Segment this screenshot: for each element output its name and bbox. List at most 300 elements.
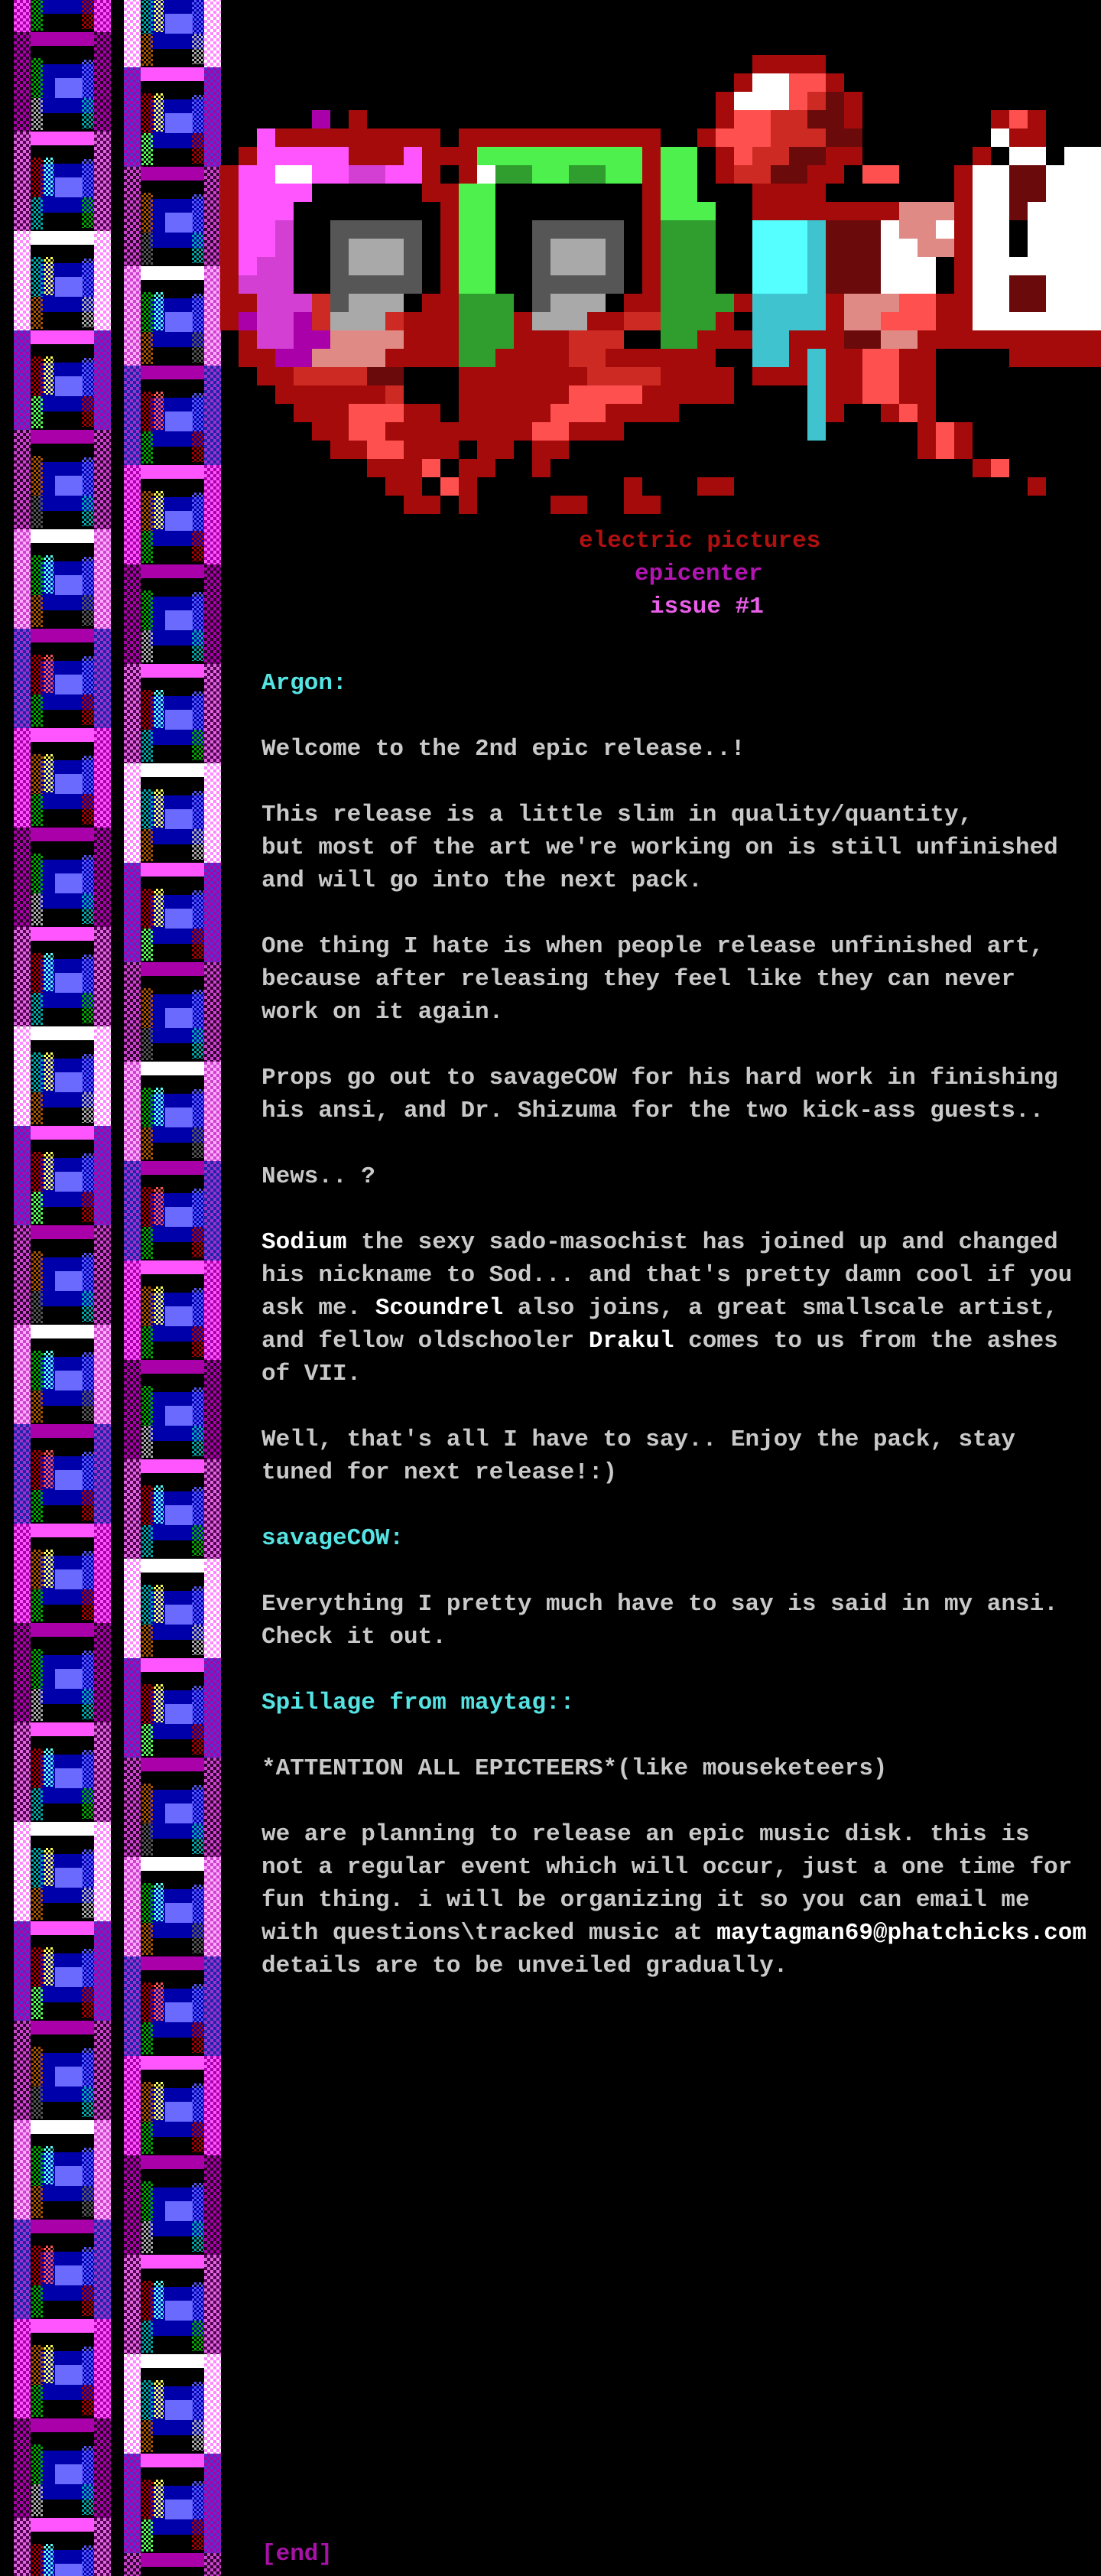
logo-pixel [642,257,661,275]
logo-pixel [514,128,532,147]
logo-pixel [679,385,697,404]
tile-border-left [14,1225,31,1325]
logo-pixel [771,349,789,367]
tile-dither-inner [154,1286,164,1325]
logo-pixel [477,294,495,312]
logo-pixel [862,312,881,330]
logo-pixel [1064,239,1083,257]
logo-pixel [514,385,532,404]
logo-pixel [550,312,569,330]
logo-pixel [275,330,294,349]
logo-pixel [973,184,991,202]
tile-blue-inner [165,1406,193,1426]
tile-dither-a [31,356,43,396]
logo-pixel [294,184,312,202]
text-line [261,1920,1101,1953]
sidebar-tile [124,366,221,465]
logo-pixel [495,349,514,367]
logo-pixel [330,220,349,239]
tile-dither-b [141,133,153,165]
logo-pixel [789,128,807,147]
sidebar-tile [124,863,221,962]
tile-dither-d [192,2122,204,2152]
logo-pixel [1046,312,1064,330]
tile-border-right [204,1260,221,1360]
logo-pixel [385,220,404,239]
logo-pixel [642,239,661,257]
logo-pixel [385,404,404,422]
logo-pixel [1028,294,1046,312]
logo-pixel [459,275,477,294]
logo-pixel [1028,477,1046,496]
tile-border-left [124,664,141,763]
logo-pixel [459,385,477,404]
logo-pixel [606,367,624,385]
tile-dither-inner [154,392,164,430]
logo-pixel [495,385,514,404]
logo-pixel [917,367,936,385]
logo-pixel [514,147,532,165]
text-line [261,1591,1101,1624]
tile-dither-b [141,2321,153,2353]
tile-dither-d [192,2221,204,2252]
logo-pixel [1009,165,1028,184]
logo-pixel [624,294,642,312]
tile-dither-a [141,690,153,730]
logo-pixel [789,147,807,165]
sidebar-tile [14,1225,111,1325]
tile-blue-inner [165,1207,193,1227]
logo-pixel [367,147,385,165]
tile-dither-a [141,1784,153,1823]
logo-pixel [807,202,826,220]
tile-dither-inner [154,2480,164,2518]
sidebar-tile [14,0,111,32]
tile-top-bar [141,962,204,976]
tile-dither-c [192,493,204,531]
logo-pixel [257,275,275,294]
tile-dither-a [141,1982,153,2022]
tile-blue-inner [165,1505,193,1525]
logo-pixel [606,330,624,349]
logo-pixel [532,441,550,459]
tile-dither-a [31,555,43,595]
logo-pixel [716,312,734,330]
sidebar-tile [124,2255,221,2354]
tile-dither-inner [44,953,54,991]
logo-pixel [275,349,294,367]
tile-dither-d [192,2321,204,2351]
logo-pixel [899,275,917,294]
logo-pixel [312,404,330,422]
tile-border-left [124,1658,141,1758]
logo-pixel [257,184,275,202]
logo-pixel [239,147,257,165]
logo-pixel [862,294,881,312]
logo-pixel [899,294,917,312]
logo-pixel [826,349,844,367]
logo-pixel [587,128,606,147]
logo-pixel [257,367,275,385]
logo-pixel [734,147,752,165]
tile-border-left [124,0,141,67]
tile-dither-b [141,1625,153,1657]
tile-border-left [124,1459,141,1559]
tile-dither-inner [154,93,164,132]
sidebar-tile [14,1524,111,1623]
logo-pixel [991,330,1009,349]
tile-blue-inner [165,2301,193,2321]
logo-pixel [1046,294,1064,312]
body-text: also joins, a great smallscale artist, [503,1295,1058,1322]
logo-pixel [532,330,550,349]
tile-dither-a [141,1286,153,1326]
logo-pixel [532,165,550,184]
logo-pixel [367,385,385,404]
logo-pixel [807,220,826,239]
tile-dither-inner [154,690,164,728]
logo-pixel [422,404,440,422]
logo-pixel [220,275,239,294]
logo-pixel [973,330,991,349]
logo-pixel [881,202,899,220]
logo-pixel [477,441,495,459]
logo-pixel [899,220,917,239]
logo-pixel [477,330,495,349]
logo-pixel [991,110,1009,128]
logo-pixel [1009,147,1028,165]
logo-pixel [440,147,459,165]
text-line [261,670,1101,703]
logo-pixel [404,404,422,422]
tile-dither-b [31,2086,43,2119]
logo-pixel [385,367,404,385]
tile-border-left [124,564,141,664]
logo-pixel [404,477,422,496]
logo-pixel [752,184,771,202]
text-line [261,1788,1101,1821]
tile-top-bar [141,564,204,578]
logo-pixel [587,404,606,422]
logo-pixel [422,330,440,349]
logo-pixel [1064,330,1083,349]
logo-pixel [550,165,569,184]
logo-pixel [862,220,881,239]
logo-pixel [459,147,477,165]
logo-pixel [385,349,404,367]
tile-border-left [124,167,141,266]
logo-pixel [257,147,275,165]
tile-dither-c [82,1452,94,1490]
logo-pixel [661,294,679,312]
tile-border-right [204,564,221,664]
text-line [261,1821,1101,1854]
text-line [261,1130,1101,1163]
sidebar-tile [14,1822,111,1921]
tile-border-left [124,2056,141,2155]
logo-pixel [881,404,899,422]
body-text: Welcome to the 2nd epic release..! [261,736,745,763]
tile-dither-c [192,791,204,829]
logo-pixel [1028,184,1046,202]
logo-pixel [844,128,862,147]
logo-pixel [1009,349,1028,367]
tile-dither-c [192,2183,204,2221]
tile-dither-b [31,2285,43,2317]
tile-border-right [94,32,111,132]
tile-border-left [14,1424,31,1524]
section-heading: Spillage from maytag:: [261,1690,575,1716]
logo-pixel [734,110,752,128]
tile-dither-d [82,2186,94,2217]
logo-pixel [330,239,349,257]
tile-blue-inner [55,1669,83,1689]
sidebar-tile [14,927,111,1026]
logo-pixel [330,367,349,385]
tile-dither-inner [154,889,164,927]
logo-pixel [954,330,973,349]
tile-dither-inner [154,1485,164,1524]
tile-dither-d [82,98,94,128]
tile-top-bar [141,1956,204,1970]
body-text: tuned for next release!:) [261,1459,618,1486]
logo-pixel [606,404,624,422]
tile-dither-a [141,93,153,133]
logo-pixel [1009,294,1028,312]
logo-pixel [844,294,862,312]
logo-pixel [275,220,294,239]
tile-border-left [124,2255,141,2354]
logo-pixel [936,220,954,239]
tile-dither-b [141,2022,153,2054]
body-text: work on it again. [261,999,504,1026]
tile-dither-b [141,1426,153,1458]
logo-pixel [220,202,239,220]
sidebar-tile [124,0,221,67]
tile-blue-inner [165,2500,193,2519]
tile-top-bar [31,728,94,742]
logo-pixel [1009,110,1028,128]
tile-dither-c [82,1054,94,1092]
tile-dither-d [192,929,204,959]
tile-blue-inner [165,2400,193,2420]
logo-pixel [459,422,477,441]
logo-pixel [936,422,954,441]
body-text: News.. ? [261,1163,375,1190]
logo-pixel [716,110,734,128]
tile-dither-inner [154,1187,164,1225]
logo-pixel [771,239,789,257]
logo-pixel [679,294,697,312]
logo-pixel [826,73,844,92]
body-text: not a regular event which will occur, just a one time for [261,1854,1073,1881]
logo-pixel [881,330,899,349]
tile-dither-b [31,1192,43,1224]
logo-pixel [330,422,349,441]
tile-top-bar [141,863,204,877]
tile-dither-inner [154,0,164,32]
logo-pixel [404,165,422,184]
body-text: of VII. [261,1361,362,1387]
logo-pixel [954,275,973,294]
logo-pixel [881,220,899,239]
highlight-name: Sodium [261,1229,347,1256]
logo-pixel [532,128,550,147]
logo-pixel [917,220,936,239]
sidebar-tile [124,1857,221,1956]
logo-pixel [789,55,807,73]
logo-pixel [367,367,385,385]
tile-dither-d [82,694,94,725]
logo-pixel [514,349,532,367]
group-name: electric pictures [579,528,821,555]
tile-dither-a [141,2082,153,2122]
logo-pixel [294,294,312,312]
tile-border-left [14,629,31,728]
sidebar-tile [124,1559,221,1658]
tile-top-bar [31,1921,94,1935]
tile-top-bar [31,1623,94,1637]
logo-pixel [789,294,807,312]
sidebar-tile [14,2220,111,2319]
tile-blue-inner [165,2201,193,2221]
tile-top-bar [141,1758,204,1771]
logo-pixel [917,404,936,422]
tile-dither-a [141,193,153,233]
tile-dither-d [192,1525,204,1556]
tile-border-right [204,1559,221,1658]
logo-pixel [899,312,917,330]
tile-blue-inner [55,177,83,197]
logo-pixel [404,441,422,459]
logo-pixel [1064,294,1083,312]
logo-pixel [459,477,477,496]
logo-pixel [826,220,844,239]
tile-top-bar [31,430,94,444]
tile-border-right [204,1459,221,1559]
logo-pixel [459,294,477,312]
sidebar-tile [14,828,111,927]
logo-pixel [844,92,862,110]
tile-top-bar [31,2418,94,2432]
tile-dither-d [82,2385,94,2415]
logo-pixel [550,257,569,275]
logo-pixel [697,128,716,147]
logo-pixel [624,147,642,165]
tile-dither-inner [44,1052,54,1091]
section-heading: Argon: [261,670,347,697]
tile-dither-c [192,393,204,431]
logo-pixel [257,257,275,275]
logo-pixel [789,165,807,184]
tile-dither-b [141,1028,153,1060]
logo-pixel [477,257,495,275]
logo-pixel [312,349,330,367]
sidebar-tile [14,1623,111,1722]
logo-pixel [844,349,862,367]
tile-dither-b [141,1823,153,1856]
logo-pixel [257,202,275,220]
logo-pixel [312,367,330,385]
logo-pixel [349,330,367,349]
logo-pixel [917,239,936,257]
tile-dither-b [31,1689,43,1721]
body-text: Everything I pretty much have to say is said in my ansi. [261,1591,1058,1618]
logo-pixel [239,349,257,367]
logo-pixel [495,147,514,165]
logo-pixel [220,294,239,312]
tile-blue-inner [165,2002,193,2022]
logo-pixel [275,128,294,147]
tile-dither-b [141,1923,153,1955]
tile-top-bar [141,266,204,280]
logo-pixel [459,184,477,202]
tile-dither-c [82,2545,94,2576]
tile-dither-c [192,294,204,332]
logo-pixel [569,165,587,184]
logo-pixel [899,239,917,257]
tile-top-bar [31,2518,94,2532]
logo-pixel [844,110,862,128]
tile-blue-inner [165,1605,193,1625]
text-line [261,933,1101,966]
zine-name: epicenter [635,561,763,587]
logo-pixel [862,275,881,294]
logo-pixel [1083,330,1101,349]
tile-dither-inner [154,2281,164,2319]
sidebar-tile [124,2155,221,2255]
tile-dither-b [141,1127,153,1160]
logo-pixel [294,128,312,147]
sidebar-tile [124,2553,221,2576]
tile-dither-a [141,1088,153,1127]
logo-pixel [826,239,844,257]
text-line [261,1196,1101,1229]
logo-pixel [917,294,936,312]
logo-pixel [459,496,477,514]
logo-pixel [771,202,789,220]
tile-top-bar [31,2120,94,2134]
logo-pixel [1009,202,1028,220]
tile-dither-d [82,2285,94,2316]
logo-pixel [349,165,367,184]
logo-pixel [697,367,716,385]
sidebar-tile [14,330,111,430]
tile-dither-d [82,595,94,626]
tile-dither-c [192,1189,204,1227]
logo-pixel [881,239,899,257]
tile-dither-inner [44,257,54,295]
sidebar-tile [124,2354,221,2454]
tile-border-left [14,1921,31,2021]
sidebar-tile [14,2518,111,2576]
text-line [261,834,1101,867]
tile-dither-a [141,1386,153,1426]
tile-blue-inner [55,376,83,396]
tile-border-left [124,266,141,366]
tile-dither-d [192,1426,204,1456]
logo-pixel [752,312,771,330]
logo-pixel [275,275,294,294]
logo-pixel [954,294,973,312]
logo-pixel [239,220,257,239]
logo-pixel [661,349,679,367]
tile-border-left [124,2454,141,2553]
logo-pixel [1083,220,1101,239]
tile-border-left [14,132,31,231]
tile-border-right [204,366,221,465]
logo-pixel [679,349,697,367]
